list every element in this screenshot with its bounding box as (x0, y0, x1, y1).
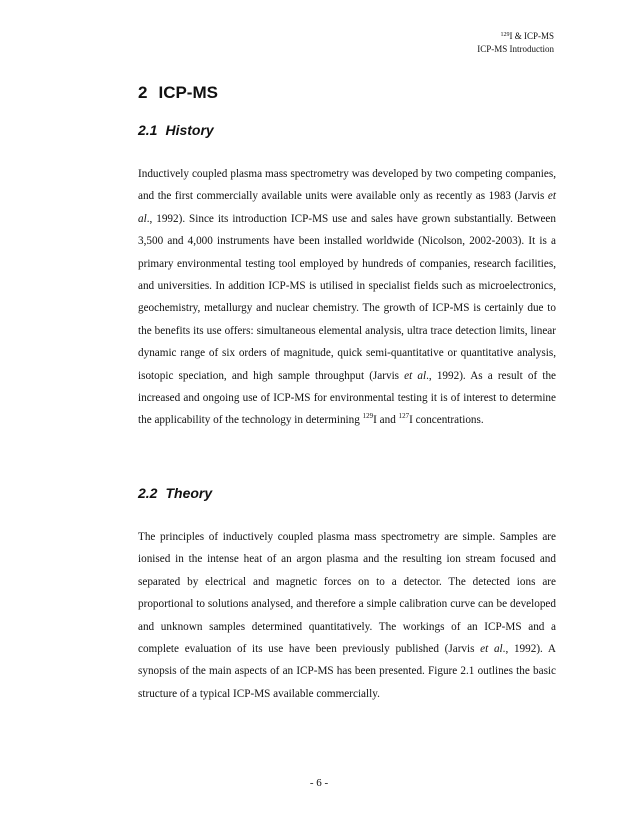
paragraph-text: ., 1992). Since its introduction ICP-MS use and sales have grown substantially. Between 3,500 and 4,000 instruments have been installed worldwide (Nicolson, 2002-2003). It is a primary environmental testing tool employed by hundreds of companies, research facilities, and universities. In addition ICP-MS is utilised in specialist fields such as microelectronics, geochemistry, metallurgy and nuclear chemistry. The growth of ICP-MS is certainly due to the benefits its use offers: simultaneous elemental analysis, ultra trace detection limits, linear dynamic range of six orders of magnitude, quick semi-quantitative or quantitative analysis, isotopic speciation, and high sample throughput (Jarvis (138, 212, 556, 382)
history-paragraph (138, 163, 556, 432)
chapter-title: ICP-MS (158, 83, 218, 102)
paragraph-text: Inductively coupled plasma mass spectrometry was developed by two competing companies, and the first commercially available units were available only as recently as 1983 (Jarvis (138, 168, 556, 203)
section-number: 2.2 (138, 485, 158, 501)
section-title: History (165, 122, 214, 138)
paragraph-italic-text: et al (138, 190, 556, 225)
chapter-number: 2 (138, 83, 148, 102)
header-line-1 (477, 30, 554, 43)
section-number: 2.1 (138, 122, 158, 138)
paragraph-text: The principles of inductively coupled plasma mass spectrometry are simple. Samples are ionised in the intense heat of an argon plasma and the resulting ion stream focused and separated by electrical and magnetic forces on to a detector. The detected ions are proportional to solutions analysed, and therefore a simple calibration curve can be developed and unknown samples determined quantitatively. The workings of an ICP-MS and a complete evaluation of its use have been previously published (Jarvis (138, 531, 556, 656)
isotope-superscript: 127 (398, 412, 410, 421)
paragraph-text: I and (373, 414, 399, 427)
paragraph-text: ., 1992). As a result of the increased and ongoing use of ICP-MS for environmental testing it is of interest to determine the applicability of the technology in determining (138, 369, 557, 427)
paragraph-italic-text: et al (480, 643, 503, 656)
header-isotope-superscript: 129 (500, 32, 510, 38)
chapter-heading (138, 83, 218, 103)
page-number: - 6 - (309, 777, 329, 789)
theory-paragraph (138, 526, 556, 705)
section-heading-history (138, 122, 214, 138)
section-title: Theory (165, 485, 213, 501)
section-heading-theory (138, 485, 212, 501)
running-header (477, 30, 554, 56)
isotope-superscript: 129 (362, 412, 374, 421)
header-line-2: ICP-MS Introduction (477, 44, 554, 54)
header-line-1-text: I & ICP-MS (509, 31, 554, 41)
paragraph-italic-text: et al (404, 369, 427, 382)
paragraph-text: ., 1992). A synopsis of the main aspects of an ICP-MS has been presented. Figure 2.1 outlines the basic structure of a typical ICP-MS available commercially. (138, 643, 557, 700)
paragraph-text: I concentrations. (409, 414, 484, 427)
